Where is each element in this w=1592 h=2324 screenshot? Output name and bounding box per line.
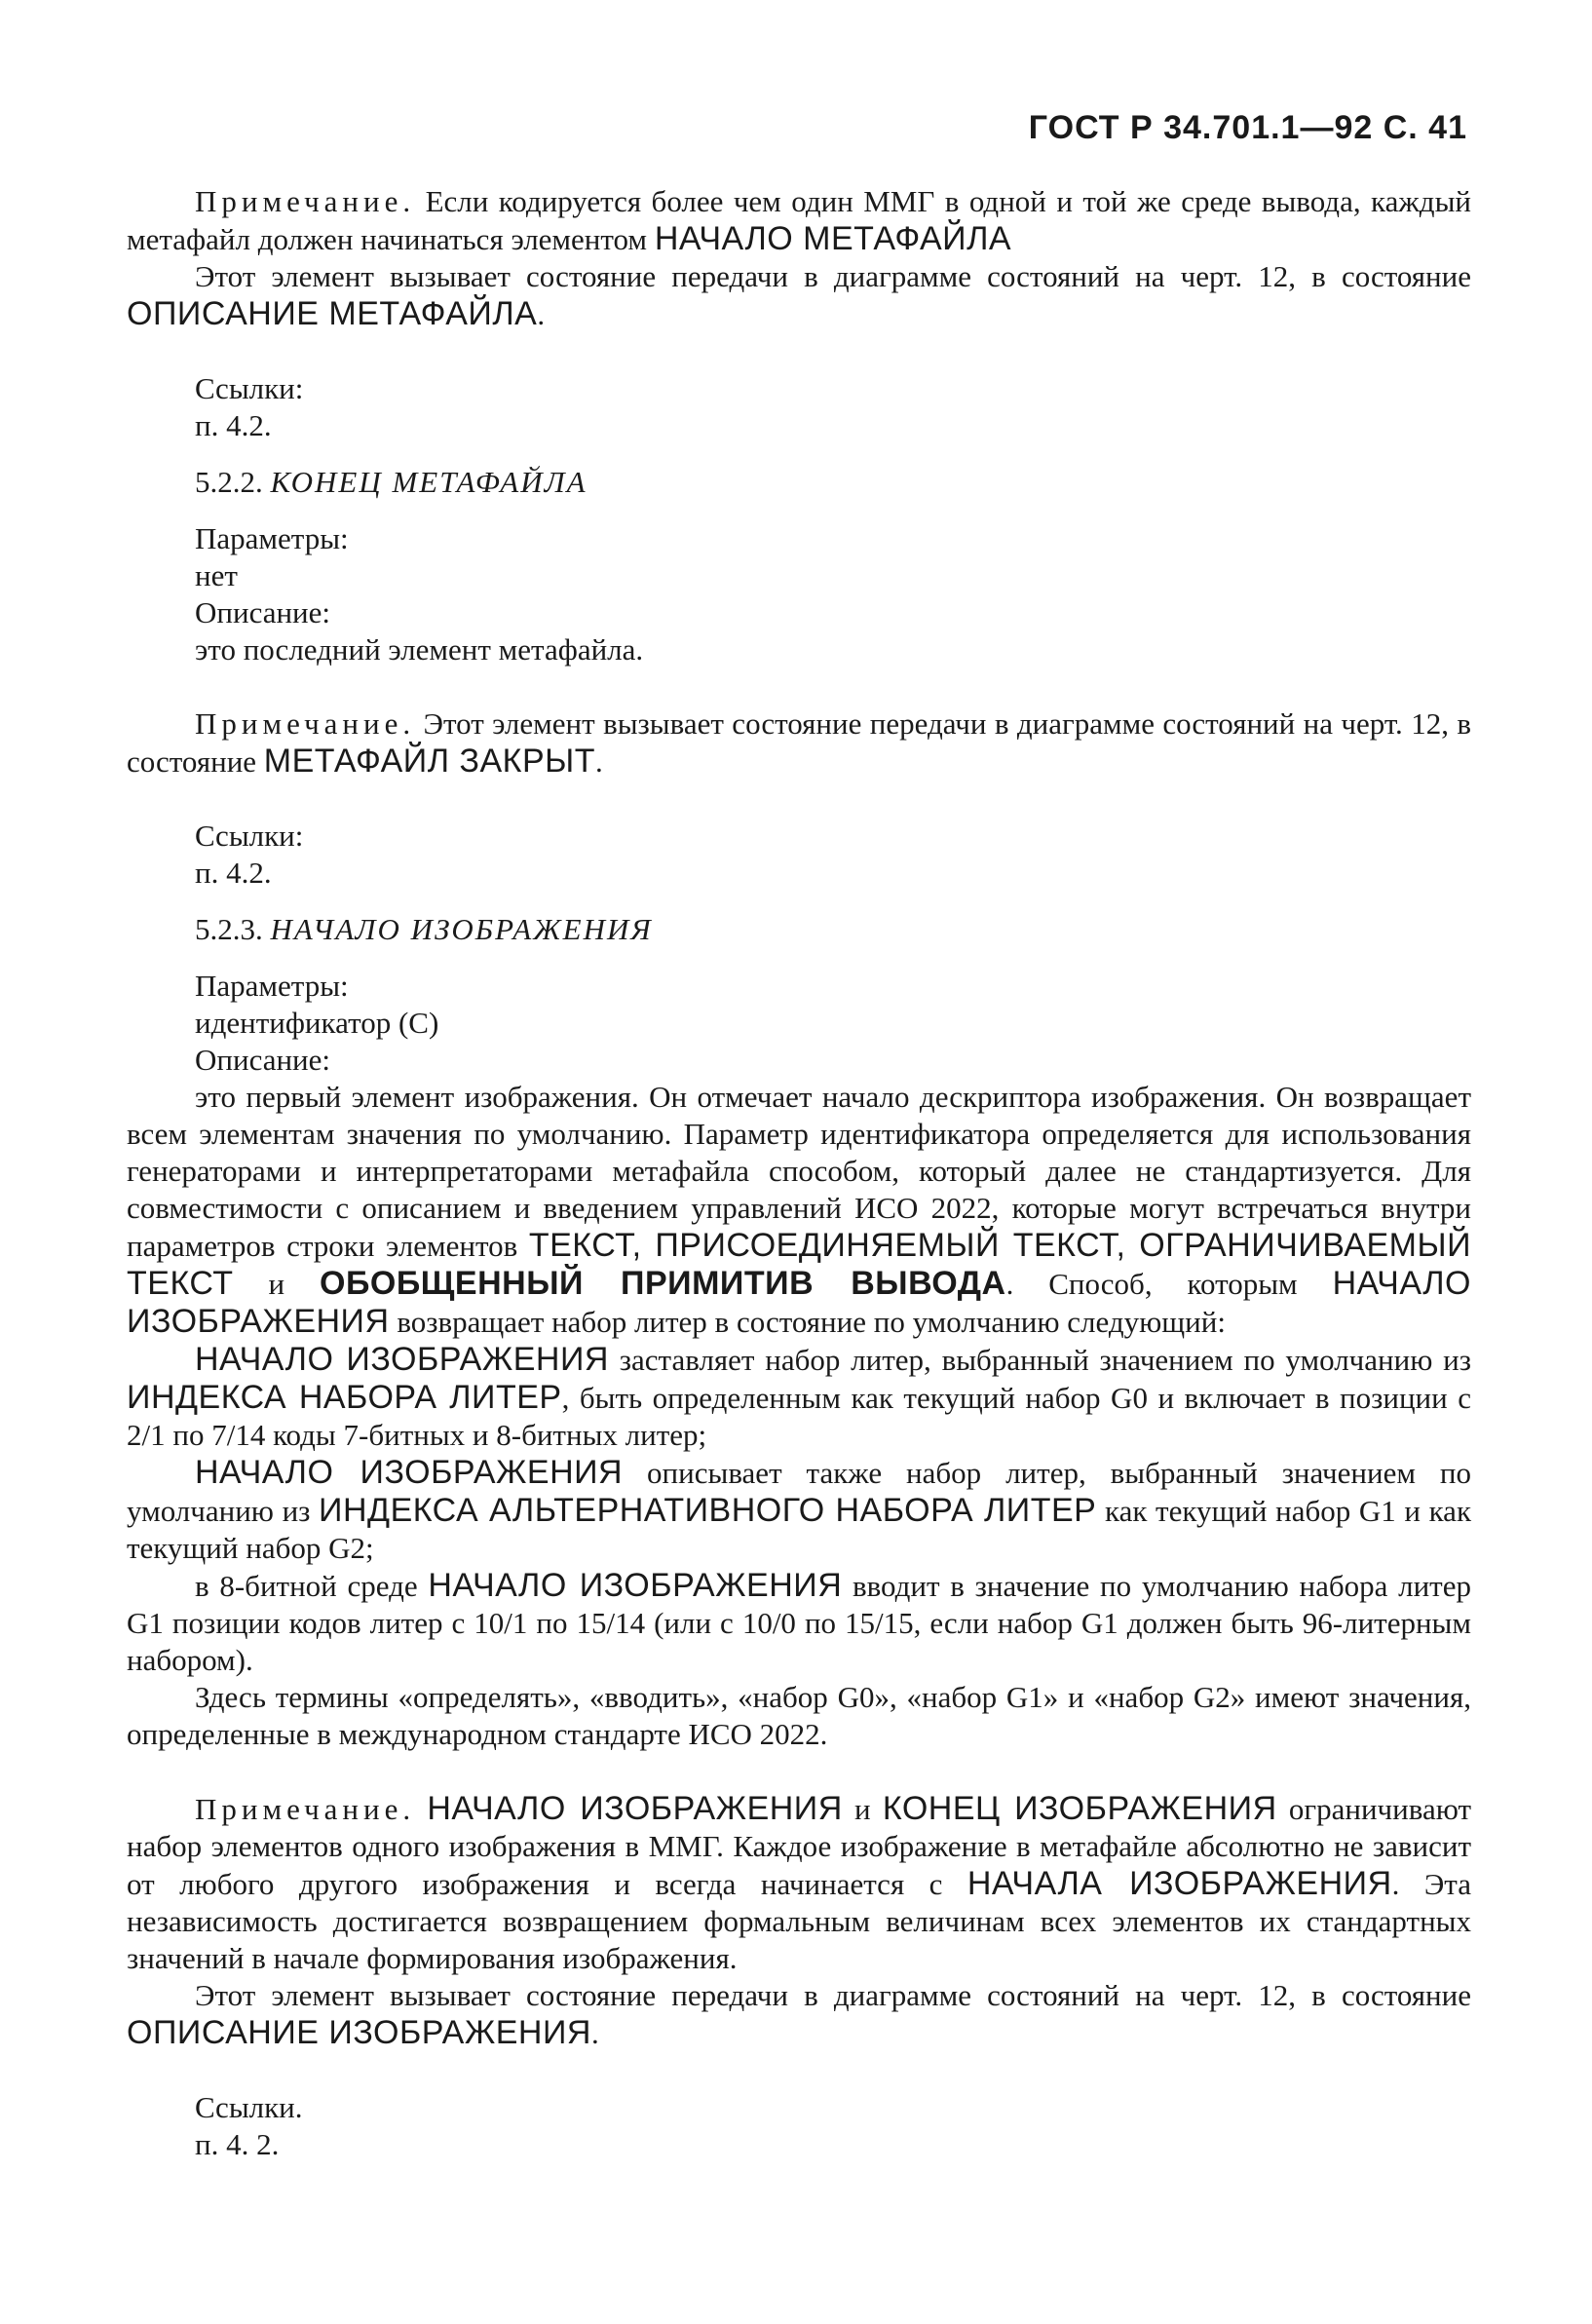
item-element: НАЧАЛО ИЗОБРАЖЕНИЯ: [428, 1567, 843, 1604]
note-end: .: [595, 744, 603, 779]
item-text: как текущий набор G1 и как текущий набор G2;: [127, 1494, 1472, 1565]
note-label: Примечание.: [195, 706, 416, 741]
transition-state: ОПИСАНИЕ МЕТАФАЙЛА: [127, 295, 538, 332]
transition-paragraph: [127, 258, 1471, 333]
note-paragraph: [127, 183, 1471, 258]
transition-text: Этот элемент вызывает состояние передачи в диаграмме состояний на черт. 12, в состояние: [195, 1978, 1471, 2012]
desc-element-gdp: ОБОБЩЕННЫЙ ПРИМИТИВ ВЫВОДА: [320, 1265, 1006, 1302]
desc-element-begin: НАЧАЛО ИЗОБРАЖЕНИЯ: [127, 1265, 1471, 1340]
section-heading: [127, 911, 1471, 948]
note-text: . Эта независимость достигается возвращением формальным величинам всех элементов их стандартных значений в начале формирования изображения.: [127, 1867, 1471, 1975]
section-number: 5.2.2.: [195, 465, 263, 499]
item-text: заставляет набор литер, выбранный значением по умолчанию из: [608, 1343, 1471, 1377]
section-title: КОНЕЦ МЕТАФАЙЛА: [270, 465, 588, 499]
note-paragraph: [127, 1790, 1471, 1977]
section-heading: [127, 464, 1471, 501]
refs-label: Ссылки.: [195, 2090, 303, 2124]
params-value: идентификатор (С): [195, 1006, 439, 1040]
section-title: НАЧАЛО ИЗОБРАЖЕНИЯ: [270, 912, 653, 946]
note-text: Если кодируется более чем один ММГ в одной и той же среде вывода, каждый метафайл должен начинаться элементом: [127, 184, 1471, 256]
terms-paragraph: Здесь термины «определять», «вводить», «набор G0», «набор G1» и «набор G2» имеют значения, определенные в международном стандарте ИСО 2022.: [127, 1680, 1471, 1751]
note-element: НАЧАЛО МЕТАФАЙЛА: [654, 220, 1012, 257]
item-element: ИНДЕКСА АЛЬТЕРНАТИВНОГО НАБОРА ЛИТЕР: [319, 1492, 1097, 1529]
transition-state: ОПИСАНИЕ ИЗОБРАЖЕНИЯ: [127, 2014, 591, 2051]
refs-value: п. 4.2.: [195, 408, 272, 442]
note-text: Этот элемент вызывает состояние передачи в диаграмме состояний на черт. 12, в состояние: [127, 706, 1471, 779]
desc-label: Описание:: [195, 595, 331, 629]
item-text: в 8-битной среде: [195, 1569, 429, 1603]
running-header: ГОСТ Р 34.701.1—92 С. 41: [1028, 109, 1467, 146]
desc-text-c: и: [233, 1267, 321, 1301]
item-element: НАЧАЛО ИЗОБРАЖЕНИЯ: [195, 1454, 624, 1491]
note-element: НАЧАЛА ИЗОБРАЖЕНИЯ: [967, 1865, 1392, 1902]
transition-text: Этот элемент вызывает состояние передачи в диаграмме состояний на черт. 12, в состояние: [195, 259, 1471, 293]
item-text: вводит в значение по умолчанию набора литер G1 позиции кодов литер с 10/1 по 15/14 (или с 10/0 по 15/15, если набор G1 должен быть 96-литерным набором).: [127, 1569, 1471, 1677]
page-body: [127, 183, 1471, 2163]
desc-paragraph: [127, 1079, 1471, 1341]
item-text: , быть определенным как текущий набор G0 и включает в позиции с 2/1 по 7/14 коды 7-битных и 8-битных литер;: [127, 1381, 1471, 1452]
note-element: НАЧАЛО ИЗОБРАЖЕНИЯ: [427, 1790, 843, 1827]
transition-end: .: [537, 297, 546, 331]
transition-end: .: [590, 2016, 599, 2050]
desc-text-e: . Способ, которым: [1005, 1267, 1333, 1301]
note-label: Примечание.: [195, 184, 416, 218]
refs-label: Ссылки:: [195, 819, 304, 853]
desc-text-g: возвращает набор литер в состояние по умолчанию следующий:: [389, 1305, 1226, 1339]
section-number: 5.2.3.: [195, 912, 263, 946]
desc-value: это последний элемент метафайла.: [195, 632, 644, 667]
params-label: Параметры:: [195, 521, 349, 555]
note-label: Примечание.: [195, 1792, 416, 1826]
params-value: нет: [195, 558, 238, 592]
note-state: МЕТАФАЙЛ ЗАКРЫТ: [263, 743, 596, 780]
desc-elements-text: ТЕКСТ, ПРИСОЕДИНЯЕМЫЙ ТЕКСТ, ОГРАНИЧИВАЕМЫЙ ТЕКСТ: [127, 1227, 1471, 1302]
item-text: описывает также набор литер, выбранный значением по умолчанию из: [127, 1456, 1471, 1528]
item-element: ИНДЕКСА НАБОРА ЛИТЕР: [127, 1379, 562, 1416]
refs-value: п. 4. 2.: [195, 2127, 280, 2161]
refs-label: Ссылки:: [195, 371, 304, 405]
note-text: и: [842, 1792, 883, 1826]
note-text: ограничивают набор элементов одного изображения в ММГ. Каждое изображение в метафайле абсолютно не зависит от любого другого изображения и всегда начинается с: [127, 1792, 1472, 1901]
params-label: Параметры:: [195, 969, 349, 1003]
note-paragraph: [127, 705, 1471, 781]
desc-label: Описание:: [195, 1043, 331, 1077]
transition-paragraph: [127, 1977, 1471, 2052]
list-item: [127, 1454, 1471, 1567]
list-item: [127, 1567, 1471, 1679]
refs-value: п. 4.2.: [195, 856, 272, 890]
note-text: [415, 1792, 427, 1826]
list-item: [127, 1341, 1471, 1454]
desc-text-a: это первый элемент изображения. Он отмечает начало дескриптора изображения. Он возвращает всем элементам значения по умолчанию. Параметр идентификатора определяется для использования генераторами и интерпретаторами метафайла способом, который далее не стандартизуется. Для совместимости с описанием и введением управлений ИСО 2022, которые могут встречаться внутри параметров строки элементов: [127, 1080, 1471, 1263]
note-element: КОНЕЦ ИЗОБРАЖЕНИЯ: [882, 1790, 1277, 1827]
item-element: НАЧАЛО ИЗОБРАЖЕНИЯ: [195, 1341, 609, 1378]
